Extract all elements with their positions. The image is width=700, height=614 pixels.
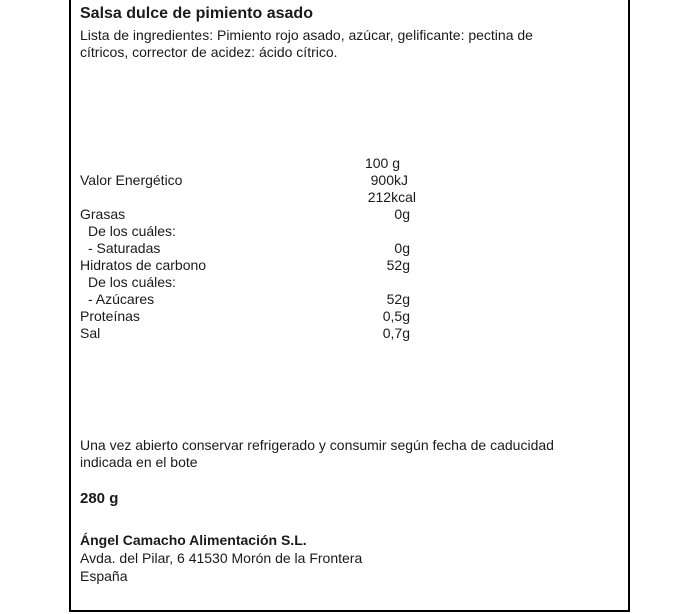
nutrition-row-label: - Saturadas <box>88 240 161 256</box>
manufacturer-country: España <box>80 568 128 584</box>
nutrition-row-value: 212kcal <box>367 189 416 205</box>
net-weight: 280 g <box>80 490 119 507</box>
manufacturer-address: Avda. del Pilar, 6 41530 Morón de la Frontera <box>80 550 363 566</box>
nutrition-row-energy-kj <box>80 172 410 189</box>
nutrition-row-carbohydrates <box>80 257 410 274</box>
ingredients-list: Lista de ingredientes: Pimiento rojo asado, azúcar, gelificante: pectina de cítricos, corrector de acidez: ácido cítrico. <box>80 27 533 60</box>
nutrition-row-label: Sal <box>80 325 101 341</box>
nutrition-row-fat-breakdown <box>80 223 410 240</box>
nutrition-row-label: Hidratos de carbono <box>80 257 207 273</box>
nutrition-row-value: 0,5g <box>382 308 410 324</box>
nutrition-row-label: Valor Energético <box>80 172 183 188</box>
nutrition-row-energy-kcal <box>80 189 416 206</box>
manufacturer-name: Ángel Camacho Alimentación S.L. <box>80 532 307 548</box>
nutrition-row-label: De los cuáles: <box>88 274 176 290</box>
nutrition-row-label: De los cuáles: <box>88 223 176 239</box>
nutrition-row-carbs-breakdown <box>80 274 410 291</box>
nutrition-row-value: 0g <box>394 206 410 222</box>
nutrition-row-value: 0,7g <box>382 325 410 341</box>
nutrition-row-sugars <box>80 291 410 308</box>
nutrition-row-label: Proteínas <box>80 308 140 324</box>
nutrition-row-label: Grasas <box>80 206 126 222</box>
nutrition-header-row <box>80 155 410 172</box>
nutrition-row-salt <box>80 325 410 342</box>
nutrition-row-saturated <box>80 240 410 257</box>
nutrition-row-protein <box>80 308 410 325</box>
storage-instructions: Una vez abierto conservar refrigerado y consumir según fecha de caducidad indicada en el bote <box>80 437 554 470</box>
nutrition-row-label: - Azúcares <box>88 291 155 307</box>
nutrition-row-value: 900kJ <box>370 172 408 188</box>
nutrition-row-value: 52g <box>386 291 410 307</box>
nutrition-row-value: 0g <box>394 240 410 256</box>
product-title: Salsa dulce de pimiento asado <box>80 5 313 22</box>
nutrition-row-value: 52g <box>386 257 410 273</box>
nutrition-row-fat <box>80 206 410 223</box>
nutrition-per-100g-header: 100 g <box>364 155 400 171</box>
